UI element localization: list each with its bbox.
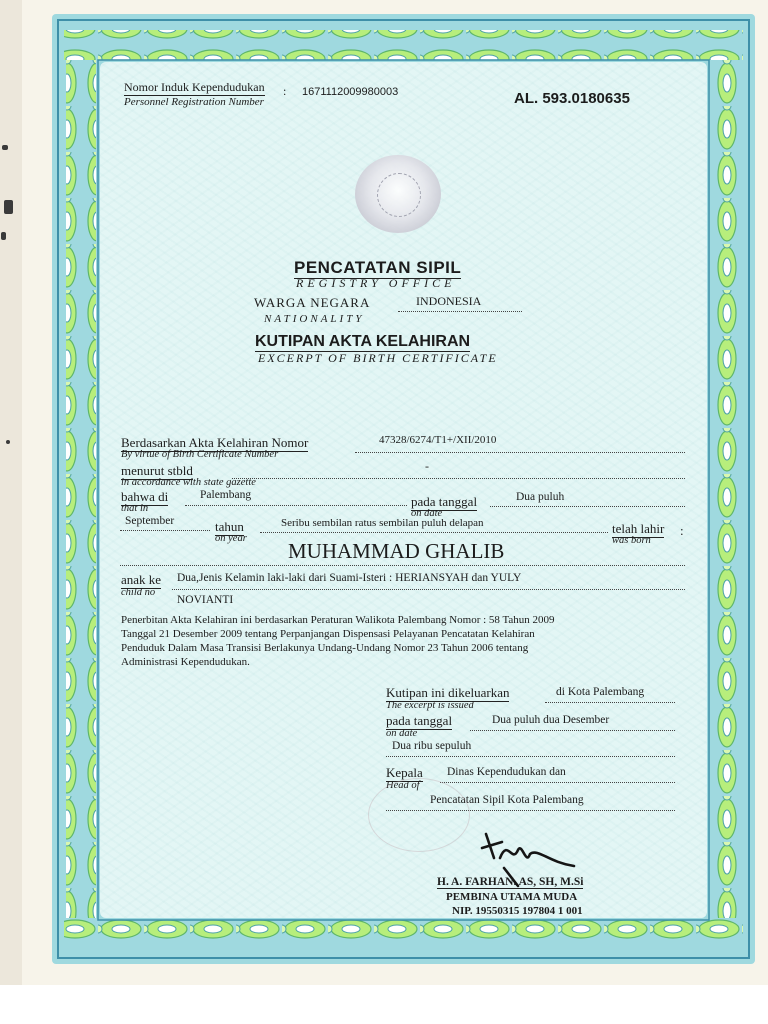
stbld-value: - bbox=[425, 459, 429, 473]
child-order-label-en: child no bbox=[121, 587, 156, 598]
year-label-en: on year bbox=[215, 533, 247, 544]
basis-label-en: By virtue of Birth Certificate Number bbox=[121, 449, 279, 460]
faint-stamp bbox=[368, 778, 470, 852]
nik-label: Nomor Induk Kependudukan bbox=[124, 80, 265, 94]
document-title-en: EXCERPT OF BIRTH CERTIFICATE bbox=[258, 351, 498, 365]
nik-colon: : bbox=[283, 84, 287, 98]
issued-date-label-en: on date bbox=[386, 728, 418, 739]
stbld-label: menurut stbld bbox=[121, 463, 193, 478]
issued-date: Dua puluh dua Desember bbox=[492, 714, 610, 726]
issued-place: di Kota Palembang bbox=[556, 686, 645, 698]
head-value: Dinas Kependudukan dan bbox=[447, 766, 566, 778]
year-label: tahun bbox=[215, 519, 244, 534]
office-title-en: REGISTRY OFFICE bbox=[296, 276, 456, 290]
nationality-label: WARGA NEGARA bbox=[254, 295, 371, 310]
signatory-rank: PEMBINA UTAMA MUDA bbox=[446, 891, 578, 903]
notice-line-1: Penerbitan Akta Kelahiran ini berdasarkan Peraturan Walikota Palembang Nomor : 58 Tahun 2009 bbox=[121, 614, 555, 626]
mother-name-cont: NOVIANTI bbox=[177, 594, 234, 606]
place-label-en: that in bbox=[121, 503, 149, 514]
nik-label-en: Personnel Registration Number bbox=[124, 96, 264, 108]
birth-month: September bbox=[125, 515, 175, 527]
nationality-label-en: NATIONALITY bbox=[264, 313, 365, 325]
issued-date-label: pada tanggal bbox=[386, 713, 453, 728]
issued-year: Dua ribu sepuluh bbox=[392, 740, 472, 752]
document-title: KUTIPAN AKTA KELAHIRAN bbox=[255, 333, 471, 350]
date-label-en: on date bbox=[411, 508, 443, 519]
basis-value: 47328/6274/T1+/XII/2010 bbox=[379, 434, 497, 446]
nik-value: 1671112009980003 bbox=[302, 86, 399, 98]
issued-label-en: The excerpt is issued bbox=[386, 700, 474, 711]
notice-line-3: Penduduk Dalam Masa Transisi Berlakunya Undang-Undang Nomor 23 Tahun 2006 tentang bbox=[121, 642, 529, 654]
born-label: telah lahir bbox=[612, 521, 665, 536]
child-order-parents: Dua,Jenis Kelamin laki-laki dari Suami-Isteri : HERIANSYAH dan YULY bbox=[177, 572, 522, 584]
head-label: Kepala bbox=[386, 765, 423, 780]
garuda-seal-emblem bbox=[355, 155, 441, 233]
signatory-name: H. A. FARHAN. AS, SH, M.Si bbox=[437, 876, 584, 888]
scan-margin bbox=[0, 0, 22, 985]
head-label-en: Head of bbox=[386, 780, 420, 791]
head-value-cont: Pencatatan Sipil Kota Palembang bbox=[430, 794, 584, 806]
birth-place: Palembang bbox=[200, 489, 252, 501]
stbld-label-en: in accordance with state gazette bbox=[121, 477, 256, 488]
birth-year: Seribu sembilan ratus sembilan puluh delapan bbox=[281, 517, 484, 529]
nationality-value: INDONESIA bbox=[416, 294, 482, 308]
issued-label: Kutipan ini dikeluarkan bbox=[386, 685, 510, 700]
born-colon: : bbox=[680, 523, 684, 538]
born-label-en: was born bbox=[612, 535, 651, 546]
child-order-label: anak ke bbox=[121, 572, 162, 587]
basis-label: Berdasarkan Akta Kelahiran Nomor bbox=[121, 435, 309, 450]
signatory-nip: NIP. 19550315 197804 1 001 bbox=[452, 905, 583, 917]
birth-day: Dua puluh bbox=[516, 491, 565, 503]
notice-line-4: Administrasi Kependudukan. bbox=[121, 656, 250, 668]
date-label: pada tanggal bbox=[411, 494, 478, 509]
place-label: bahwa di bbox=[121, 489, 169, 504]
notice-line-2: Tanggal 21 Desember 2009 tentang Perpanjangan Dispensasi Pelayanan Pencatatan Kelahiran bbox=[121, 628, 535, 640]
child-name: MUHAMMAD GHALIB bbox=[288, 539, 505, 563]
serial-number: AL. 593.0180635 bbox=[514, 90, 630, 107]
office-title: PENCATATAN SIPIL bbox=[294, 258, 462, 277]
